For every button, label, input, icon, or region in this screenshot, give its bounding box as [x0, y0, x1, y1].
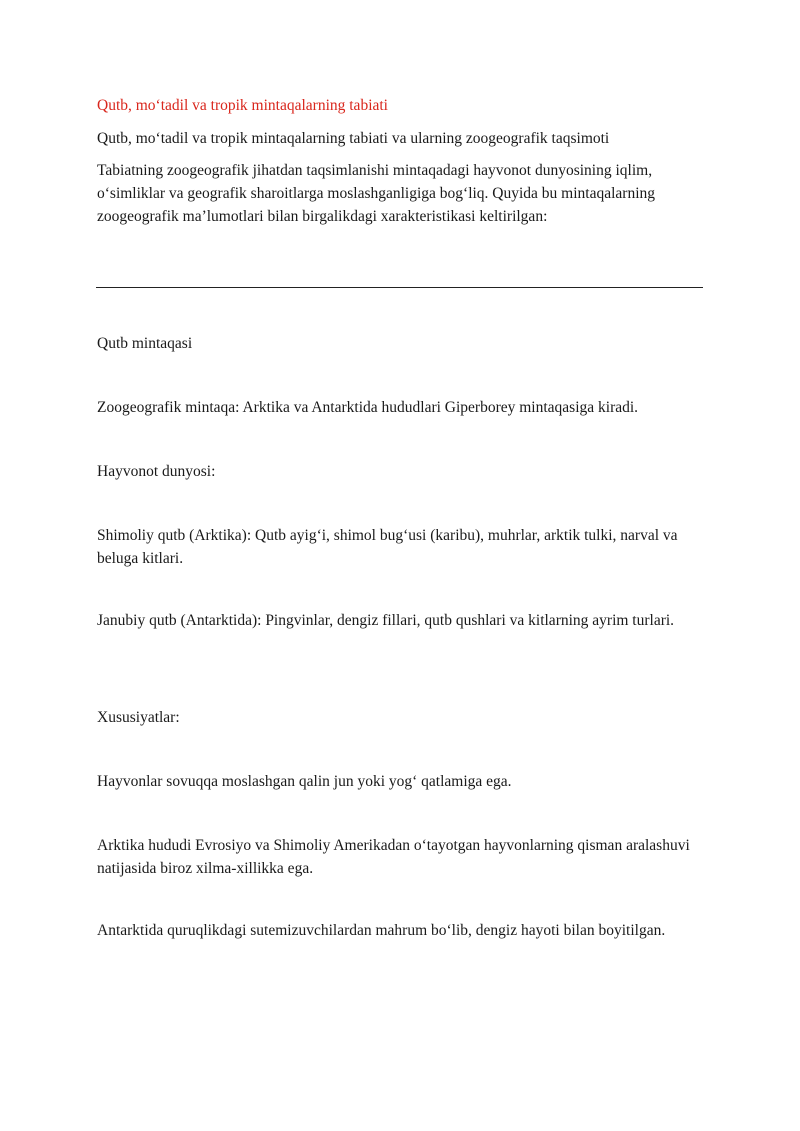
document-heading: Qutb, mo‘tadil va tropik mintaqalarning tabiati [97, 97, 388, 114]
fauna-label: Hayvonot dunyosi: [97, 463, 216, 480]
horizontal-divider [96, 287, 703, 288]
fauna-south-paragraph: Janubiy qutb (Antarktida): Pingvinlar, dengiz fillari, qutb qushlari va kitlarning ayrim turlari. [97, 612, 675, 629]
features-label: Xususiyatlar: [97, 709, 180, 726]
feature-item: Antarktida quruqlikdagi sutemizuvchilardan mahrum bo‘lib, dengiz hayoti bilan boyitilgan. [97, 922, 666, 939]
fauna-north-paragraph: Shimoliy qutb (Arktika): Qutb ayig‘i, shimol bug‘usi (karibu), muhrlar, arktik tulki, narval va beluga kitlari. [97, 527, 678, 567]
zoogeographic-region-paragraph: Zoogeografik mintaqa: Arktika va Antarktida hududlari Giperborey mintaqasiga kiradi. [97, 399, 639, 416]
feature-item: Hayvonlar sovuqqa moslashgan qalin jun yoki yog‘ qatlamiga ega. [97, 773, 512, 790]
document-subtitle: Qutb, mo‘tadil va tropik mintaqalarning tabiati va ularning zoogeografik taqsimoti [97, 130, 610, 147]
feature-item: Arktika hududi Evrosiyo va Shimoliy Amerikadan o‘tayotgan hayvonlarning qisman aralashuvi natijasida biroz xilma-xillikka ega. [97, 837, 690, 877]
section-title: Qutb mintaqasi [97, 335, 193, 352]
intro-paragraph: Tabiatning zoogeografik jihatdan taqsimlanishi mintaqadagi hayvonot dunyosining iqlim, o‘simliklar va geografik sharoitlarga moslashganligiga bog‘liq. Quyida bu mintaqalarning zoogeografik ma’lumotlari bilan birgalikdagi xarakteristikasi keltirilgan: [97, 162, 656, 225]
